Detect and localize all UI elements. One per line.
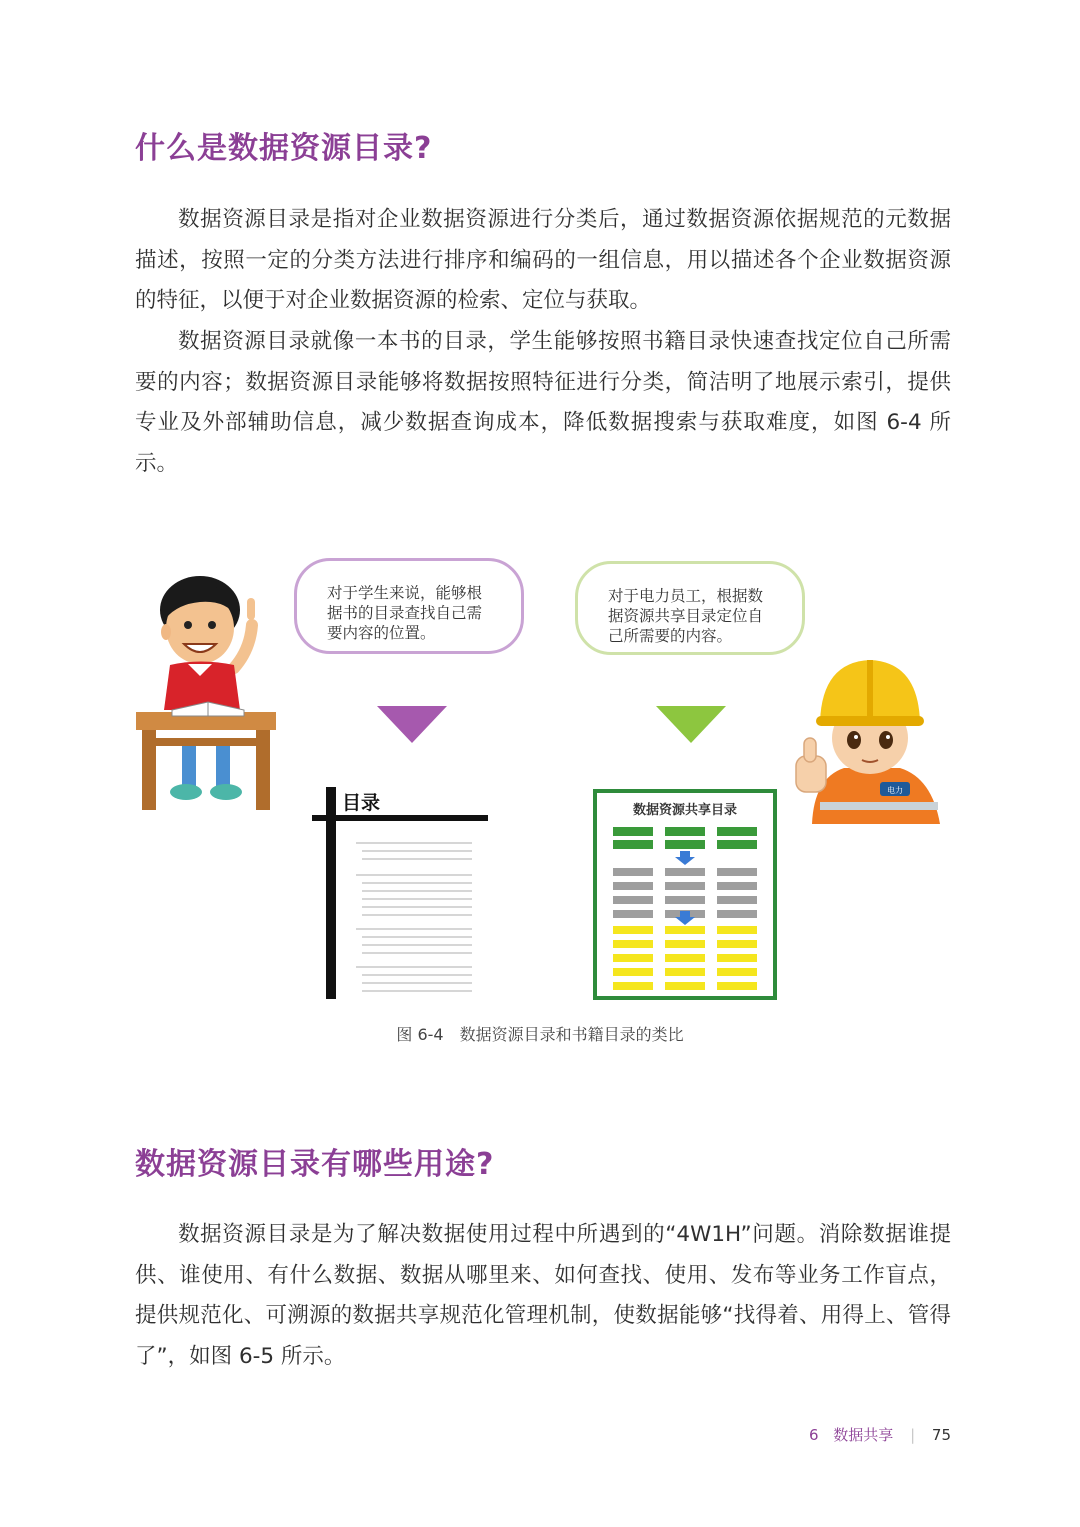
student-illustration <box>130 570 280 815</box>
toc-title: 目录 <box>342 792 381 814</box>
section-heading-catalog-uses: 数据资源目录有哪些用途? <box>135 1147 495 1182</box>
paragraph-2: 数据资源目录就像一本书的目录，学生能够按照书籍目录快速查找定位自己所需要的内容；数据资源目录能够将数据按照特征进行分类，简洁明了地展示索引，提供专业及外部辅助信息，减少数据查询成本，降低数据搜索与获取难度，如图 6-4 所示。 <box>135 329 951 476</box>
chapter-number: 6 <box>808 1426 819 1444</box>
data-catalog-illustration <box>593 789 777 1000</box>
footer-divider: | <box>910 1426 916 1444</box>
speech-bubble-student: 对于学生来说，能够根据书的目录查找自己需要内容的位置。 <box>294 558 524 654</box>
worker-badge-text: 电力 <box>887 786 903 795</box>
paragraph-3: 数据资源目录是为了解决数据使用过程中所遇到的“4W1H”问题。消除数据谁提供、谁使用、有什么数据、数据从哪里来、如何查找、使用、发布等业务工作盲点，提供规范化、可溯源的数据共享规范化管理机制，使数据能够“找得着、用得上、管得了”，如图 6-5 所示。 <box>135 1222 951 1369</box>
chapter-title: 数据共享 <box>833 1426 894 1444</box>
worker-illustration <box>790 652 950 824</box>
page-footer <box>809 1424 951 1445</box>
section-heading-what-is-catalog: 什么是数据资源目录? <box>135 131 433 166</box>
catalog-title: 数据资源共享目录 <box>632 803 738 818</box>
down-arrow-purple <box>377 706 447 743</box>
speech-bubble-worker: 对于电力员工，根据数据资源共享目录定位自己所需要的内容。 <box>575 561 805 655</box>
page-number: 75 <box>931 1426 951 1444</box>
figure-caption: 图 6-4 数据资源目录和书籍目录的类比 <box>396 1025 684 1044</box>
paragraph-1: 数据资源目录是指对企业数据资源进行分类后，通过数据资源依据规范的元数据描述，按照一定的分类方法进行排序和编码的一组信息，用以描述各个企业数据资源的特征，以便于对企业数据资源的检索、定位与获取。 <box>135 207 951 314</box>
book-toc-illustration <box>312 783 492 1003</box>
down-arrow-green <box>656 706 726 743</box>
